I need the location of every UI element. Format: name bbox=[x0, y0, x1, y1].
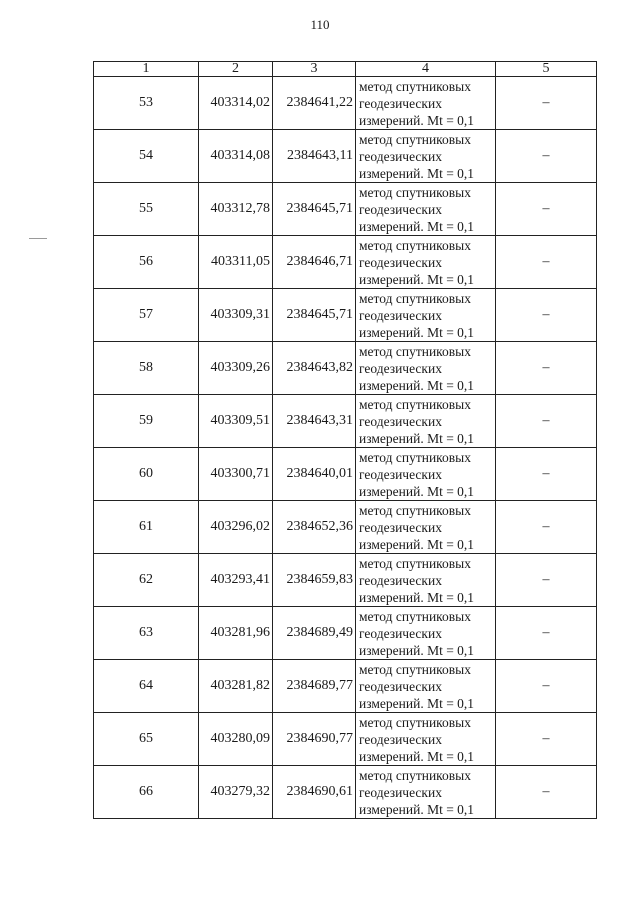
margin-mark bbox=[29, 238, 47, 239]
method-line-2: геодезических bbox=[359, 307, 442, 323]
method-line-3: измерений. Mt = 0,1 bbox=[359, 324, 475, 340]
y-coordinate-cell: 2384643,11 bbox=[273, 130, 356, 183]
table-row bbox=[94, 289, 597, 342]
method-line-2: геодезических bbox=[359, 519, 442, 535]
y-coordinate-cell: 2384643,31 bbox=[273, 395, 356, 448]
y-coordinate-cell: 2384645,71 bbox=[273, 289, 356, 342]
table-row bbox=[94, 554, 597, 607]
method-cell bbox=[356, 660, 496, 713]
method-cell bbox=[356, 713, 496, 766]
method-cell bbox=[356, 448, 496, 501]
note-cell: – bbox=[496, 342, 597, 395]
x-coordinate-cell: 403311,05 bbox=[199, 236, 273, 289]
table-header-row bbox=[94, 62, 597, 77]
method-line-1: метод спутниковых bbox=[359, 608, 471, 624]
method-line-3: измерений. Mt = 0,1 bbox=[359, 589, 475, 605]
method-line-1: метод спутниковых bbox=[359, 131, 471, 147]
note-cell: – bbox=[496, 766, 597, 819]
table-row bbox=[94, 713, 597, 766]
note-cell: – bbox=[496, 395, 597, 448]
method-line-1: метод спутниковых bbox=[359, 767, 471, 783]
method-line-1: метод спутниковых bbox=[359, 714, 471, 730]
method-cell bbox=[356, 130, 496, 183]
method-line-3: измерений. Mt = 0,1 bbox=[359, 483, 475, 499]
method-line-2: геодезических bbox=[359, 360, 442, 376]
x-coordinate-cell: 403300,71 bbox=[199, 448, 273, 501]
table-row bbox=[94, 766, 597, 819]
column-header-5: 5 bbox=[496, 62, 597, 77]
x-coordinate-cell: 403281,96 bbox=[199, 607, 273, 660]
method-line-3: измерений. Mt = 0,1 bbox=[359, 271, 475, 287]
note-cell: – bbox=[496, 289, 597, 342]
point-number-cell: 66 bbox=[94, 766, 199, 819]
y-coordinate-cell: 2384689,49 bbox=[273, 607, 356, 660]
table-row bbox=[94, 607, 597, 660]
point-number-cell: 60 bbox=[94, 448, 199, 501]
point-number-cell: 62 bbox=[94, 554, 199, 607]
point-number-cell: 57 bbox=[94, 289, 199, 342]
x-coordinate-cell: 403296,02 bbox=[199, 501, 273, 554]
note-cell: – bbox=[496, 660, 597, 713]
method-cell bbox=[356, 501, 496, 554]
x-coordinate-cell: 403314,02 bbox=[199, 77, 273, 130]
column-header-2: 2 bbox=[199, 62, 273, 77]
y-coordinate-cell: 2384646,71 bbox=[273, 236, 356, 289]
x-coordinate-cell: 403293,41 bbox=[199, 554, 273, 607]
point-number-cell: 65 bbox=[94, 713, 199, 766]
coordinates-table bbox=[93, 61, 597, 819]
method-line-3: измерений. Mt = 0,1 bbox=[359, 112, 475, 128]
note-cell: – bbox=[496, 607, 597, 660]
x-coordinate-cell: 403281,82 bbox=[199, 660, 273, 713]
y-coordinate-cell: 2384641,22 bbox=[273, 77, 356, 130]
method-cell bbox=[356, 289, 496, 342]
y-coordinate-cell: 2384645,71 bbox=[273, 183, 356, 236]
method-line-3: измерений. Mt = 0,1 bbox=[359, 642, 475, 658]
column-header-3: 3 bbox=[273, 62, 356, 77]
method-line-1: метод спутниковых bbox=[359, 184, 471, 200]
method-cell bbox=[356, 342, 496, 395]
table-row bbox=[94, 236, 597, 289]
method-line-2: геодезических bbox=[359, 413, 442, 429]
method-line-3: измерений. Mt = 0,1 bbox=[359, 801, 475, 817]
y-coordinate-cell: 2384643,82 bbox=[273, 342, 356, 395]
method-line-2: геодезических bbox=[359, 731, 442, 747]
x-coordinate-cell: 403314,08 bbox=[199, 130, 273, 183]
y-coordinate-cell: 2384652,36 bbox=[273, 501, 356, 554]
column-header-1: 1 bbox=[94, 62, 199, 77]
method-line-2: геодезических bbox=[359, 148, 442, 164]
method-line-1: метод спутниковых bbox=[359, 343, 471, 359]
method-line-2: геодезических bbox=[359, 201, 442, 217]
method-line-3: измерений. Mt = 0,1 bbox=[359, 695, 475, 711]
method-line-2: геодезических bbox=[359, 784, 442, 800]
table-row bbox=[94, 660, 597, 713]
note-cell: – bbox=[496, 448, 597, 501]
table-row bbox=[94, 448, 597, 501]
method-line-2: геодезических bbox=[359, 625, 442, 641]
note-cell: – bbox=[496, 183, 597, 236]
method-cell bbox=[356, 766, 496, 819]
table-body bbox=[94, 62, 597, 819]
method-line-1: метод спутниковых bbox=[359, 290, 471, 306]
method-cell bbox=[356, 554, 496, 607]
y-coordinate-cell: 2384640,01 bbox=[273, 448, 356, 501]
x-coordinate-cell: 403309,31 bbox=[199, 289, 273, 342]
method-line-2: геодезических bbox=[359, 466, 442, 482]
method-line-1: метод спутниковых bbox=[359, 237, 471, 253]
method-cell bbox=[356, 607, 496, 660]
method-line-1: метод спутниковых bbox=[359, 396, 471, 412]
point-number-cell: 56 bbox=[94, 236, 199, 289]
method-line-1: метод спутниковых bbox=[359, 449, 471, 465]
note-cell: – bbox=[496, 130, 597, 183]
method-line-3: измерений. Mt = 0,1 bbox=[359, 218, 475, 234]
page-number: 110 bbox=[310, 17, 330, 32]
method-line-2: геодезических bbox=[359, 95, 442, 111]
point-number-cell: 63 bbox=[94, 607, 199, 660]
method-line-2: геодезических bbox=[359, 572, 442, 588]
x-coordinate-cell: 403312,78 bbox=[199, 183, 273, 236]
note-cell: – bbox=[496, 77, 597, 130]
table-row bbox=[94, 183, 597, 236]
point-number-cell: 61 bbox=[94, 501, 199, 554]
point-number-cell: 55 bbox=[94, 183, 199, 236]
method-line-1: метод спутниковых bbox=[359, 555, 471, 571]
method-line-1: метод спутниковых bbox=[359, 502, 471, 518]
note-cell: – bbox=[496, 713, 597, 766]
method-cell bbox=[356, 183, 496, 236]
x-coordinate-cell: 403309,26 bbox=[199, 342, 273, 395]
table-row bbox=[94, 501, 597, 554]
method-line-3: измерений. Mt = 0,1 bbox=[359, 377, 475, 393]
y-coordinate-cell: 2384690,61 bbox=[273, 766, 356, 819]
y-coordinate-cell: 2384659,83 bbox=[273, 554, 356, 607]
method-line-3: измерений. Mt = 0,1 bbox=[359, 430, 475, 446]
x-coordinate-cell: 403279,32 bbox=[199, 766, 273, 819]
method-line-3: измерений. Mt = 0,1 bbox=[359, 536, 475, 552]
x-coordinate-cell: 403280,09 bbox=[199, 713, 273, 766]
y-coordinate-cell: 2384689,77 bbox=[273, 660, 356, 713]
table-row bbox=[94, 395, 597, 448]
method-cell bbox=[356, 236, 496, 289]
method-line-2: геодезических bbox=[359, 254, 442, 270]
table-row bbox=[94, 130, 597, 183]
note-cell: – bbox=[496, 501, 597, 554]
method-cell bbox=[356, 77, 496, 130]
y-coordinate-cell: 2384690,77 bbox=[273, 713, 356, 766]
x-coordinate-cell: 403309,51 bbox=[199, 395, 273, 448]
method-line-1: метод спутниковых bbox=[359, 661, 471, 677]
table-row bbox=[94, 342, 597, 395]
point-number-cell: 59 bbox=[94, 395, 199, 448]
point-number-cell: 58 bbox=[94, 342, 199, 395]
method-line-2: геодезических bbox=[359, 678, 442, 694]
point-number-cell: 64 bbox=[94, 660, 199, 713]
method-line-1: метод спутниковых bbox=[359, 78, 471, 94]
method-line-3: измерений. Mt = 0,1 bbox=[359, 748, 475, 764]
column-header-4: 4 bbox=[356, 62, 496, 77]
point-number-cell: 54 bbox=[94, 130, 199, 183]
method-cell bbox=[356, 395, 496, 448]
note-cell: – bbox=[496, 554, 597, 607]
method-line-3: измерений. Mt = 0,1 bbox=[359, 165, 475, 181]
table-row bbox=[94, 77, 597, 130]
note-cell: – bbox=[496, 236, 597, 289]
point-number-cell: 53 bbox=[94, 77, 199, 130]
